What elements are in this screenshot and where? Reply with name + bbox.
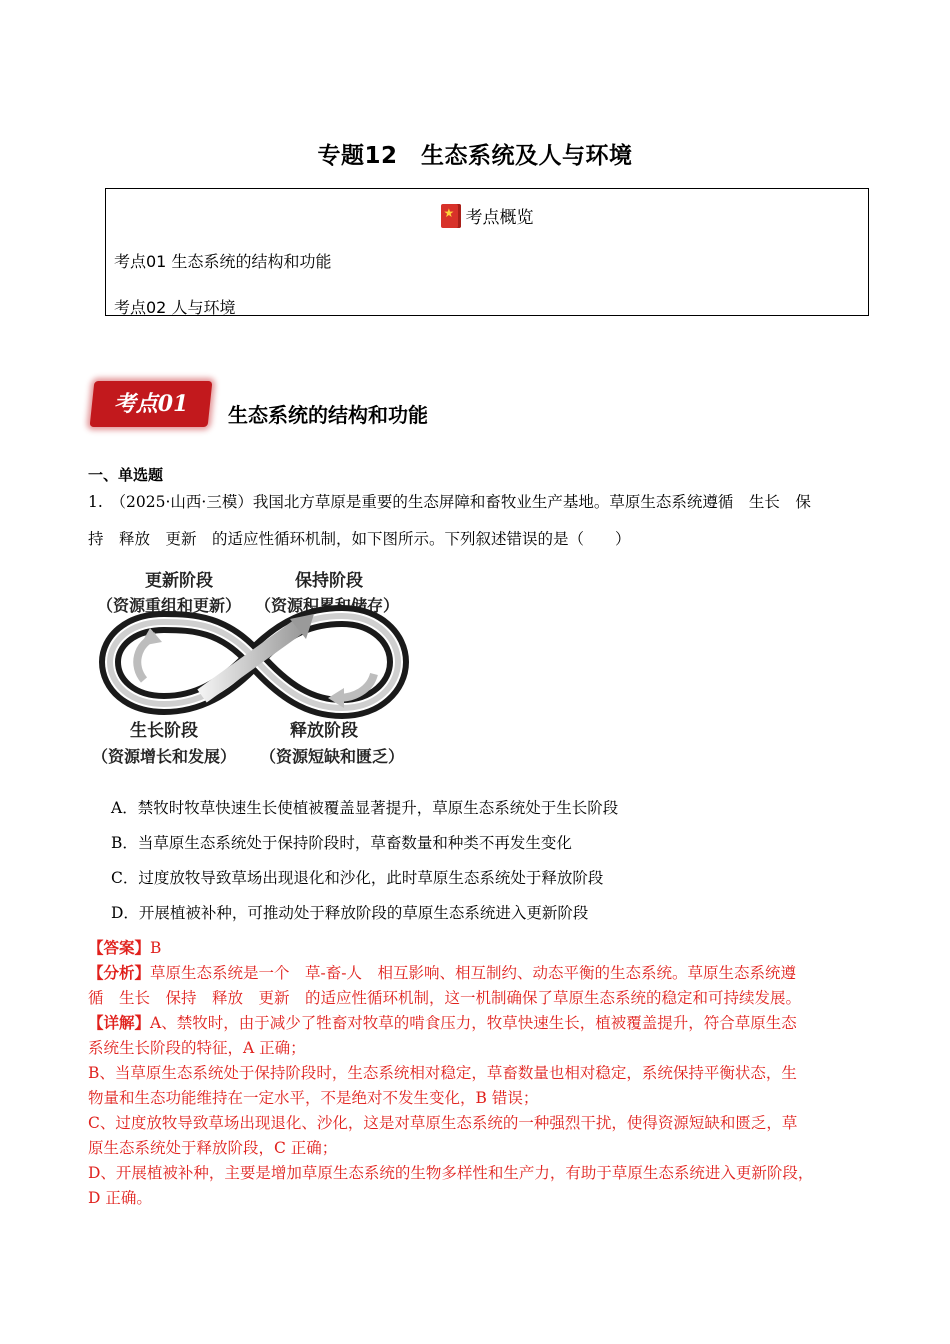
section-badge-label: 考点01 bbox=[113, 391, 189, 417]
option-d: D．开展植被补种，可推动处于释放阶段的草原生态系统进入更新阶段 bbox=[111, 904, 589, 922]
detail-c-line-2: 原生态系统处于释放阶段，C 正确； bbox=[88, 1139, 338, 1157]
adaptive-cycle-diagram bbox=[84, 564, 424, 774]
option-b: B．当草原生态系统处于保持阶段时，草畜数量和种类不再发生变化 bbox=[111, 834, 572, 852]
overview-item-2: 考点02 人与环境 bbox=[114, 298, 236, 317]
book-icon bbox=[441, 204, 461, 228]
label-conservation-desc: （资源积累和储存） bbox=[254, 596, 400, 615]
option-a: A．禁牧时牧草快速生长使植被覆盖显著提升，草原生态系统处于生长阶段 bbox=[111, 799, 619, 817]
section-title: 生态系统的结构和功能 bbox=[228, 403, 428, 427]
detail-c-line-1: C、过度放牧导致草场出现退化、沙化，这是对草原生态系统的一种强烈干扰，使得资源短缺和匮乏，草 bbox=[88, 1114, 798, 1132]
detail-b-line-2: 物量和生态功能维持在一定水平，不是绝对不发生变化，B 错误； bbox=[88, 1089, 539, 1107]
detail-d-line-2: D 正确。 bbox=[88, 1189, 152, 1207]
overview-box bbox=[105, 188, 869, 316]
detail-text-1: A、禁牧时，由于减少了牲畜对牧草的啃食压力，牧草快速生长，植被覆盖提升，符合草原生态 bbox=[150, 1014, 797, 1032]
detail-label: 【详解】 bbox=[88, 1013, 151, 1032]
label-release-desc: （资源短缺和匮乏） bbox=[259, 747, 405, 766]
overview-header bbox=[106, 203, 868, 228]
question-stem-line-1: 1. （2025·山西·三模）我国北方草原是重要的生态屏障和畜牧业生产基地。草原生态系统遵循 生长 保 bbox=[88, 493, 811, 511]
analysis-text-1: 草原生态系统是一个 草-畜-人 相互影响、相互制约、动态平衡的生态系统。草原生态系统遵 bbox=[150, 964, 796, 982]
analysis-line-2: 循 生长 保持 释放 更新 的适应性循环机制，这一机制确保了草原生态系统的稳定和可持续发展。 bbox=[88, 989, 802, 1007]
question-stem-line-2: 持 释放 更新 的适应性循环机制，如下图所示。下列叙述错误的是（ ） bbox=[88, 530, 631, 548]
infinity-loop bbox=[110, 614, 398, 708]
detail-line-2: 系统生长阶段的特征，A 正确； bbox=[88, 1039, 306, 1057]
page-title: 专题12 生态系统及人与环境 bbox=[317, 143, 633, 169]
label-conservation-stage: 保持阶段 bbox=[295, 571, 363, 591]
detail-b-line-1: B、当草原生态系统处于保持阶段时，生态系统相对稳定，草畜数量也相对稳定，系统保持平衡状态，生 bbox=[88, 1064, 797, 1082]
section-badge bbox=[90, 381, 213, 427]
overview-header-label: 考点概览 bbox=[465, 208, 534, 228]
detail-line-1 bbox=[88, 1011, 797, 1033]
answer-line bbox=[88, 936, 161, 958]
detail-d-line-1: D、开展植被补种，主要是增加草原生态系统的生物多样性和生产力，有助于草原生态系统进入更新阶段， bbox=[88, 1164, 814, 1182]
analysis-line-1 bbox=[88, 961, 796, 983]
label-renewal-desc: （资源重组和更新） bbox=[96, 596, 242, 615]
overview-item-1: 考点01 生态系统的结构和功能 bbox=[114, 252, 332, 271]
answer-label: 【答案】 bbox=[88, 938, 151, 957]
label-renewal-stage: 更新阶段 bbox=[145, 571, 213, 591]
answer-value: B bbox=[150, 939, 162, 957]
question-type-heading: 一、单选题 bbox=[88, 466, 164, 484]
label-growth-stage: 生长阶段 bbox=[130, 721, 198, 741]
option-c: C．过度放牧导致草场出现退化和沙化，此时草原生态系统处于释放阶段 bbox=[111, 869, 604, 887]
label-release-stage: 释放阶段 bbox=[290, 721, 358, 741]
label-growth-desc: （资源增长和发展） bbox=[91, 747, 237, 766]
analysis-label: 【分析】 bbox=[88, 963, 151, 982]
